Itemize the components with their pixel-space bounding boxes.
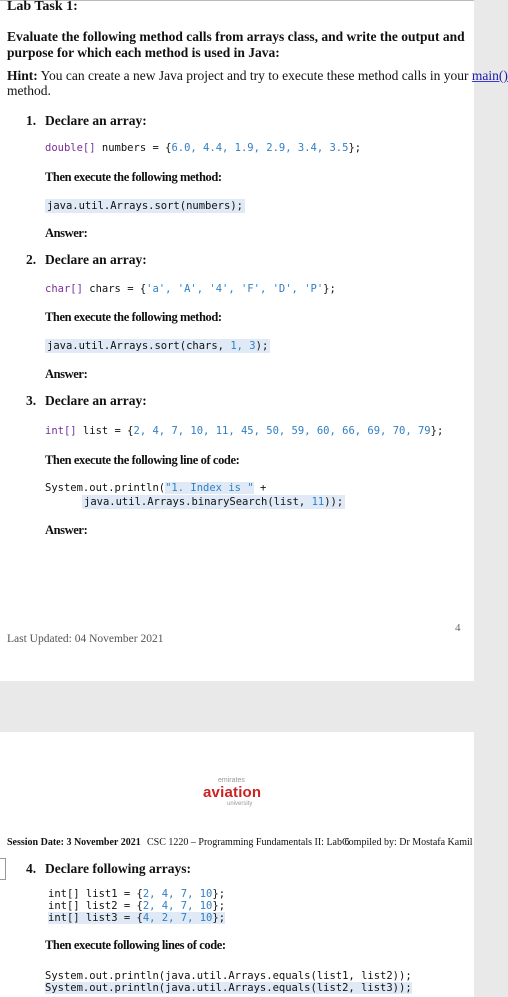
code-type: char[] — [45, 283, 83, 295]
code-text: }; — [348, 142, 362, 154]
hint-label: Hint: — [7, 68, 38, 83]
code-text: }; — [212, 912, 226, 924]
item-4-heading: Declare following arrays: — [45, 861, 191, 876]
hint-line — [7, 68, 508, 84]
logo-main-text: aviation — [203, 784, 262, 801]
code-text: chars = { — [82, 283, 147, 295]
code-values: 2, 4, 7, 10 — [142, 888, 213, 900]
code-values: 'a', 'A', '4', 'F', 'D', 'P' — [146, 283, 324, 295]
logo-area — [0, 732, 474, 832]
item-1-number: 1. — [26, 113, 37, 128]
code-text: java.util.Arrays.binarySearch(list, — [84, 496, 312, 508]
item-3-code-line-2 — [82, 495, 345, 509]
code-text: }; — [323, 283, 336, 295]
item-3-heading: Declare an array: — [45, 393, 147, 408]
code-values: 11 — [311, 496, 325, 508]
item-1-method-code: java.util.Arrays.sort(numbers); — [47, 200, 243, 212]
item-1-declaration — [45, 142, 361, 154]
task-title: Lab Task 1: — [7, 0, 78, 14]
item-2-heading: Declare an array: — [45, 252, 147, 267]
item-4-then-label: Then execute following lines of code: — [45, 938, 226, 952]
compiled-by: Compiled by: Dr Mostafa Kamil — [342, 837, 473, 848]
item-3-declaration — [45, 425, 443, 437]
logo-top-text: emirates — [218, 777, 245, 784]
code-text: }; — [430, 425, 444, 437]
hint-end: method. — [7, 83, 51, 98]
course-name: CSC 1220 – Programming Fundamentals II: Lab 6 — [147, 837, 350, 848]
code-values: 2, 4, 7, 10 — [142, 900, 213, 912]
hint-text: You can create a new Java project and try to execute these method calls in your — [37, 68, 472, 83]
code-text: }; — [212, 888, 226, 900]
code-text: + — [253, 482, 267, 494]
item-1-then-label: Then execute the following method: — [45, 170, 222, 184]
code-text: list1 = { — [79, 888, 143, 900]
item-3-number: 3. — [26, 393, 37, 408]
code-type: double[] — [45, 142, 96, 154]
logo-sub-text: university — [227, 801, 253, 807]
item-4-declarations — [48, 888, 225, 924]
code-text: }; — [212, 900, 226, 912]
item-4-code-lines — [45, 970, 412, 994]
code-type: int[] — [45, 425, 77, 437]
item-2-number: 2. — [26, 252, 37, 267]
code-text: numbers = { — [95, 142, 172, 154]
code-text: ); — [255, 340, 269, 352]
session-date: Session Date: 3 November 2021 — [7, 837, 141, 848]
array-declaration — [48, 900, 225, 912]
code-type: int[] — [48, 912, 80, 924]
code-values: 4, 2, 7, 10 — [142, 912, 213, 924]
code-string: "1. Index is " — [165, 482, 254, 494]
code-text: list = { — [76, 425, 134, 437]
last-updated: Last Updated: 04 November 2021 — [7, 633, 164, 645]
intro-line-2: purpose for which each method is used in Java: — [7, 45, 280, 60]
item-3-then-label: Then execute the following line of code: — [45, 453, 240, 467]
item-2-answer: Answer: — [45, 367, 88, 381]
code-type: int[] — [48, 888, 80, 900]
code-text: java.util.Arrays.sort(chars, — [47, 340, 231, 352]
array-declaration — [48, 912, 225, 924]
item-3-code-line-1 — [45, 482, 266, 494]
item-1-answer: Answer: — [45, 226, 88, 240]
code-values: 1, 3 — [230, 340, 256, 352]
item-2-method-code — [45, 339, 270, 353]
code-values: 2, 4, 7, 10, 11, 45, 50, 59, 60, 66, 69, 70, 79 — [133, 425, 431, 437]
code-line: System.out.println(java.util.Arrays.equals(list2, list3)); — [45, 982, 412, 994]
item-1-heading: Declare an array: — [45, 113, 147, 128]
item-2-declaration — [45, 283, 336, 295]
document-page-2 — [0, 732, 474, 997]
code-text: list2 = { — [79, 900, 143, 912]
code-text: )); — [324, 496, 344, 508]
array-declaration — [48, 888, 225, 900]
item-2-then-label: Then execute the following method: — [45, 310, 222, 324]
main-link[interactable]: main() — [471, 68, 508, 83]
code-values: 6.0, 4.4, 1.9, 2.9, 3.4, 3.5 — [171, 142, 349, 154]
page-number: 4 — [455, 622, 461, 634]
code-text: list3 = { — [79, 912, 143, 924]
code-line: System.out.println(java.util.Arrays.equals(list1, list2)); — [45, 970, 412, 982]
item-4-number: 4. — [26, 861, 37, 876]
intro-line-1: Evaluate the following method calls from arrays class, and write the output and — [7, 29, 465, 44]
code-type: int[] — [48, 900, 80, 912]
item-3-answer: Answer: — [45, 523, 88, 537]
margin-marker — [0, 858, 6, 880]
code-text: System.out.println( — [45, 482, 166, 494]
